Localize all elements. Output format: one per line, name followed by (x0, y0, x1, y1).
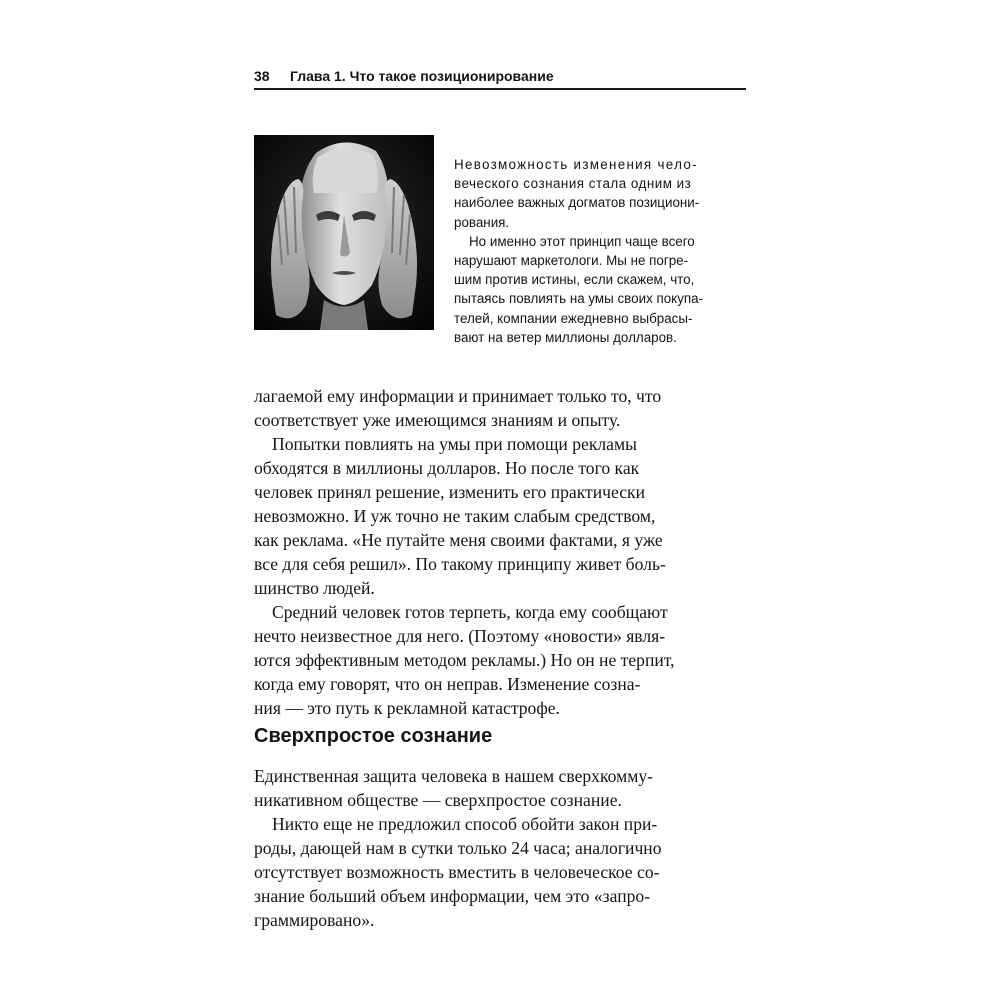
caption-line: веческого сознания стала одним из (454, 176, 692, 192)
caption-line: вают на ветер миллионы долларов. (454, 329, 677, 345)
body-line: отсутствует возможность вместить в человеческое со- (254, 862, 660, 882)
section-heading: Сверхпростое сознание (254, 725, 493, 747)
caption-line: пытаясь повлиять на умы своих покупа- (454, 291, 704, 307)
body-line: лагаемой ему информации и принимает только то, что (254, 386, 662, 406)
caption-line: нарушают маркетологи. Мы не погре- (454, 253, 689, 269)
body-line: ются эффективным методом рекламы.) Но он не терпит, (254, 650, 675, 670)
body-text (254, 384, 754, 720)
body-line: Средний человек готов терпеть, когда ему сообщают (272, 602, 668, 622)
body-line: никативном обществе — сверхпростое сознание. (254, 790, 622, 810)
caption-line: наиболее важных догматов позициони- (454, 195, 700, 211)
body-line: соответствует уже имеющимся знаниям и опыту. (254, 410, 621, 430)
chapter-title: Глава 1. Что такое позиционирование (290, 68, 554, 84)
body-line: невозможно. И уж точно не таким слабым средством, (254, 506, 656, 526)
caption-line: телей, компании ежедневно выбрасы- (454, 310, 693, 326)
body-line: Попытки повлиять на умы при помощи рекламы (272, 434, 637, 454)
body-line: все для себя решил». По такому принципу живет боль- (254, 554, 666, 574)
body-line: ния — это путь к рекламной катастрофе. (254, 698, 560, 718)
caption-line: Но именно этот принцип чаще всего (469, 233, 695, 249)
body-line: граммировано». (254, 910, 375, 930)
caption-line: рования. (454, 214, 510, 230)
caption-line: шим против истины, если скажем, что, (454, 272, 695, 288)
body-line: знание больший объем информации, чем это «запро- (254, 886, 651, 906)
body-line: Единственная защита человека в нашем сверхкомму- (254, 766, 654, 786)
body-line: роды, дающей нам в сутки только 24 часа; аналогично (254, 838, 662, 858)
body-line: шинство людей. (254, 578, 375, 598)
photo-caption (454, 155, 754, 347)
body-line: нечто неизвестное для него. (Поэтому «новости» явля- (254, 626, 666, 646)
sculpture-photo (254, 135, 434, 330)
body-line: человек принял решение, изменить его практически (254, 482, 645, 502)
section-body-text (254, 764, 754, 932)
body-line: Никто еще не предложил способ обойти закон при- (272, 814, 658, 834)
running-header (254, 66, 746, 90)
caption-line: Невозможность изменения чело- (454, 157, 698, 172)
body-line: обходятся в миллионы долларов. Но после того как (254, 458, 640, 478)
body-line: когда ему говорят, что он неправ. Изменение созна- (254, 674, 641, 694)
mask-hands-image (254, 135, 434, 330)
body-line: как реклама. «Не путайте меня своими фактами, я уже (254, 530, 663, 550)
page-number: 38 (254, 68, 270, 84)
